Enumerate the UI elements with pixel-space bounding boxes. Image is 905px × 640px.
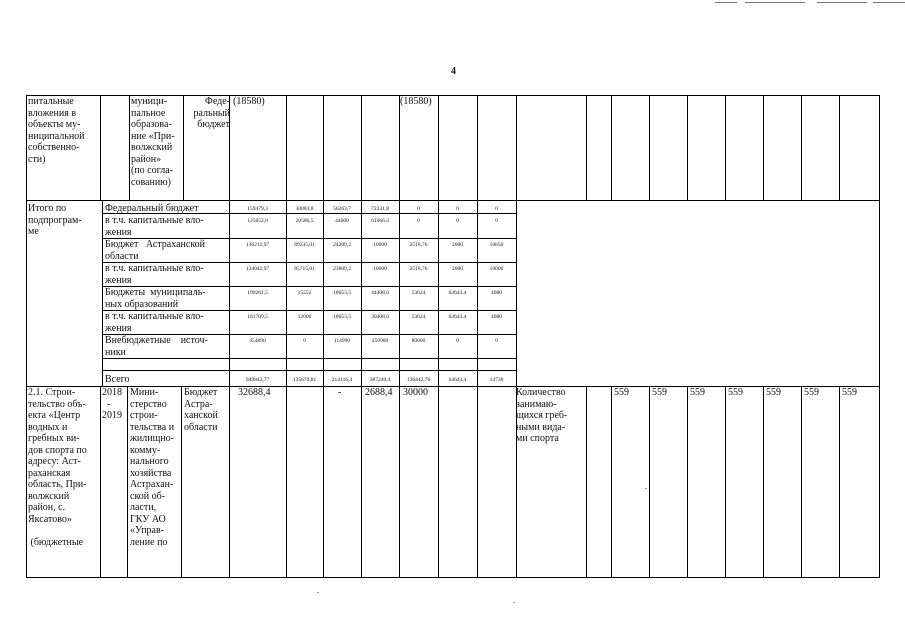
summary-value-cell: 10000 xyxy=(373,266,387,272)
row-c-target-value: 559 xyxy=(842,387,857,398)
summary-row-label: Федеральный бюджет xyxy=(105,203,199,214)
table-vline xyxy=(438,95,439,201)
row-c-target-value: 559 xyxy=(766,387,781,398)
table-vline xyxy=(763,386,764,578)
summary-value-cell: 20586,5 xyxy=(295,218,314,224)
summary-value-cell: 2000 xyxy=(452,242,463,248)
summary-value-cell: 136442,76 xyxy=(406,377,431,383)
summary-value-cell: 61066,3 xyxy=(371,218,389,224)
table-vline xyxy=(100,95,101,201)
summary-value-cell: 18653,5 xyxy=(333,290,351,296)
table-vline xyxy=(763,95,764,201)
table-vline xyxy=(323,386,324,578)
row-c-target-value: 559 xyxy=(804,387,819,398)
table-vline xyxy=(100,386,101,578)
summary-row-label: в т.ч. капитальные вло- жения xyxy=(105,215,204,238)
summary-value-cell: 199261,5 xyxy=(247,290,268,296)
table-vline xyxy=(26,95,27,578)
row-a-participant-text: муници- пальное образова- ние «При- волжский район» (по согла- сованию) xyxy=(131,96,175,188)
summary-value-cell: 18653,5 xyxy=(333,314,351,320)
summary-value-cell: 24209,2 xyxy=(333,242,351,248)
summary-value-cell: 454890 xyxy=(249,338,266,344)
table-vline xyxy=(649,386,650,578)
table-vline xyxy=(839,95,840,201)
row-c-years: 2018 - 2019 xyxy=(102,387,122,421)
table-vline xyxy=(611,386,612,578)
summary-value-cell: 125652,8 xyxy=(247,218,268,224)
table-vline xyxy=(286,386,287,578)
table-vline xyxy=(129,95,130,201)
table-vline xyxy=(725,95,726,201)
row-c-target-value: 559 xyxy=(690,387,705,398)
summary-label: Итого по подпрограм- ме xyxy=(28,203,82,237)
summary-row-label: Внебюджетные источ- ники xyxy=(105,335,208,358)
row-c-target-value: 559 xyxy=(614,387,629,398)
table-vline xyxy=(516,95,517,201)
summary-value-cell: 159479,3 xyxy=(247,206,268,212)
summary-value-cell: 135670,81 xyxy=(292,377,317,383)
summary-value-cell: 62643,4 xyxy=(448,290,467,296)
scan-speck xyxy=(513,602,515,603)
summary-value-cell: 214116,4 xyxy=(331,377,353,383)
summary-value-cell: 10000 xyxy=(489,266,504,272)
row-c-2019-value: 30000 xyxy=(403,387,428,398)
row-a-total-value: (18580) xyxy=(233,96,265,107)
row-c-activity-text: 2.1. Строи- тельство объ- екта «Центр водных и гребных ви- дов спорта по адресу: Аст- раханская область, При- волжский район, с. Яксатово» (бюджетные xyxy=(28,387,87,548)
summary-value-cell: 0 xyxy=(417,206,420,212)
row-c-source-text: Бюджет Астра- ханской области xyxy=(184,387,218,433)
top-scan-marks xyxy=(705,0,905,6)
table-vline xyxy=(438,386,439,578)
table-vline xyxy=(687,386,688,578)
summary-row-label: в т.ч. капитальные вло- жения xyxy=(105,311,204,334)
summary-value-cell: 14730 xyxy=(489,377,504,383)
summary-value-cell: 56263,7 xyxy=(333,206,351,212)
summary-value-cell: 72331,8 xyxy=(371,206,389,212)
table-vline xyxy=(725,386,726,578)
table-vline xyxy=(687,95,688,201)
table-vline xyxy=(323,95,324,201)
summary-value-cell: 4080 xyxy=(491,290,502,296)
summary-value-cell: 949843,77 xyxy=(245,377,270,383)
table-vline xyxy=(801,95,802,201)
summary-value-cell: 0 xyxy=(417,218,420,224)
table-vline xyxy=(839,386,840,578)
summary-value-cell: 181709,5 xyxy=(247,314,268,320)
summary-value-cell: 85715,01 xyxy=(294,266,315,272)
summary-value-cell: 12000 xyxy=(297,314,312,320)
table-vline xyxy=(399,386,400,578)
table-vline xyxy=(611,95,612,201)
table-vline xyxy=(477,386,478,578)
table-vline xyxy=(477,95,478,201)
row-a-source-text: Феде- ральный бюджет xyxy=(193,96,230,130)
row-c-total-value: 32688,4 xyxy=(238,387,271,398)
table-vline xyxy=(286,95,287,201)
summary-value-cell: 23809,2 xyxy=(333,266,351,272)
summary-value-cell: 44408,6 xyxy=(371,290,389,296)
summary-value-cell: 30408,6 xyxy=(371,314,389,320)
summary-value-cell: 387240,4 xyxy=(369,377,391,383)
table-vline xyxy=(801,386,802,578)
table-hline xyxy=(102,370,517,371)
summary-value-cell: 15552 xyxy=(297,290,312,296)
summary-value-cell: 0 xyxy=(495,218,498,224)
row-c-target-value: 559 xyxy=(728,387,743,398)
row-c-target-value: 559 xyxy=(652,387,667,398)
table-vline xyxy=(183,95,184,201)
summary-value-cell: 2518,76 xyxy=(409,266,428,272)
summary-row-label: Всего xyxy=(105,374,130,385)
summary-value-cell: 30883,8 xyxy=(295,206,314,212)
summary-value-cell: 114990 xyxy=(333,338,351,344)
summary-value-cell: 53624 xyxy=(411,290,426,296)
summary-value-cell: 64643,4 xyxy=(448,377,467,383)
table-vline xyxy=(879,95,880,578)
row-c-indicator-text: Количество занимаю- щихся греб- ными вида- ми спорта xyxy=(516,387,568,444)
summary-value-cell: 0 xyxy=(456,338,459,344)
table-vline xyxy=(649,95,650,201)
row-c-2018-value: 2688,4 xyxy=(365,387,393,398)
row-a-activity-text: питальные вложения в объекты му- ниципальной собственно- сти) xyxy=(28,96,85,165)
summary-row-label: Бюджеты муниципаль- ных образований xyxy=(105,287,206,310)
summary-value-cell: 259900 xyxy=(371,338,389,344)
summary-value-cell: 44000 xyxy=(335,218,349,224)
row-c-executor-text: Мини- стерство строи- тельства и жилищно- комму- нального хозяйства Астрахан- ской об- ласти, ГКУ АО «Управ- ление по xyxy=(130,387,175,548)
summary-row-label: Бюджет Астраханской области xyxy=(105,239,206,262)
summary-value-cell: 0 xyxy=(456,206,459,212)
row-c-2017-value: - xyxy=(338,387,342,398)
scan-speck xyxy=(317,592,319,593)
summary-value-cell: 80000 xyxy=(411,338,426,344)
summary-value-cell: 2518,76 xyxy=(409,242,428,248)
summary-value-cell: 2000 xyxy=(452,266,463,272)
summary-value-cell: 89235,01 xyxy=(294,242,315,248)
summary-value-cell: 0 xyxy=(495,206,498,212)
summary-row-label: в т.ч. капитальные вло- жения xyxy=(105,263,204,286)
summary-value-cell: 10650 xyxy=(489,242,504,248)
summary-value-cell: 4080 xyxy=(491,314,502,320)
summary-value-cell: 0 xyxy=(495,338,498,344)
table-vline xyxy=(586,386,587,578)
summary-value-cell: 136212,97 xyxy=(245,242,270,248)
summary-value-cell: 134042,97 xyxy=(245,266,270,272)
summary-value-cell: 10600 xyxy=(373,242,387,248)
summary-value-cell: 0 xyxy=(456,218,459,224)
scan-speck xyxy=(645,488,647,489)
table-vline xyxy=(361,386,362,578)
table-vline xyxy=(399,95,400,201)
summary-value-cell: 62643,4 xyxy=(448,314,467,320)
page-number: 4 xyxy=(451,66,456,77)
summary-value-cell: 53624 xyxy=(411,314,426,320)
table-hline xyxy=(26,577,880,578)
table-vline xyxy=(361,95,362,201)
table-vline xyxy=(586,95,587,201)
summary-value-cell: 0 xyxy=(303,338,306,344)
row-a-2019-value: (18580) xyxy=(400,96,432,107)
